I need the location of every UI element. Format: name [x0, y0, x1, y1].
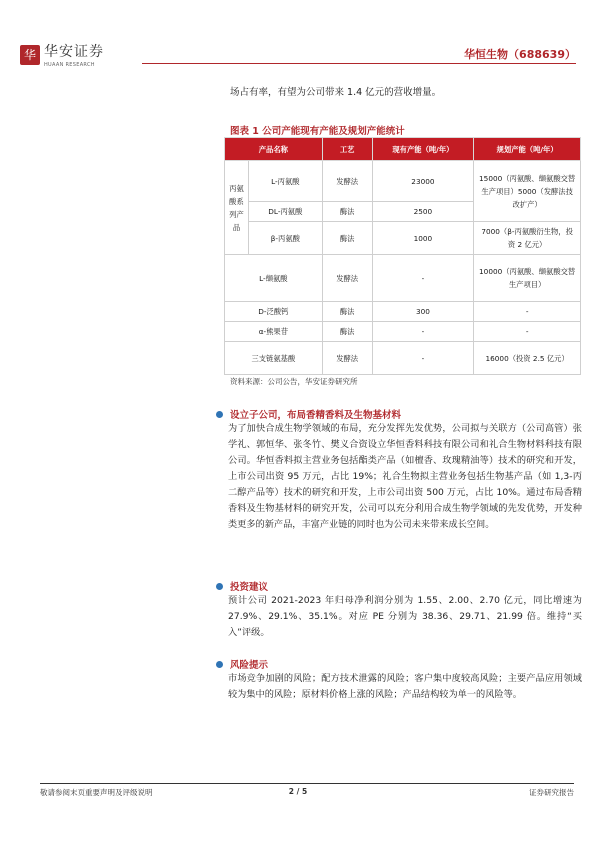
section-body-risk: 市场竞争加剧的风险；配方技术泄露的风险；客户集中度较高风险；主要产品应用领域较为集中的风险；原材料价格上涨的风险；产品结构较为单一的风险等。 [228, 673, 582, 700]
footer-disclaimer: 敬请参阅末页重要声明及评级说明 [40, 788, 153, 797]
current-capacity-cell: - [372, 255, 474, 302]
planned-capacity-cell: - [474, 322, 581, 342]
section-body-investment: 预计公司 2021-2023 年归母净利润分别为 1.55、2.00、2.70 亿元，同比增速为 27.9%、29.1%、35.1%。对应 PE 分别为 38.36、29.71、21.99 倍。维持“买入”评级。 [228, 595, 582, 638]
table-title: 图表 1 公司产能现有产能及规划产能统计 [230, 126, 405, 137]
product-cell: D-泛酸钙 [225, 302, 323, 322]
process-cell: 发酵法 [322, 255, 372, 302]
current-capacity-cell: 2500 [372, 202, 474, 222]
page-number: 2 / 5 [288, 787, 308, 796]
bullet-dot-icon [216, 411, 223, 418]
planned-capacity-cell: 15000（丙氨酸、缬氨酸交替生产项目）5000（发酵法技改扩产） [474, 161, 581, 222]
table-row [225, 302, 581, 322]
current-capacity-cell: 1000 [372, 222, 474, 255]
planned-capacity-cell: - [474, 302, 581, 322]
bullet-dot-icon [216, 661, 223, 668]
table-source: 资料来源：公司公告，华安证券研究所 [230, 377, 358, 386]
col-header-product: 产品名称 [225, 138, 323, 161]
section-title-risk [216, 657, 268, 671]
process-cell: 酶法 [322, 322, 372, 342]
current-capacity-cell: - [372, 322, 474, 342]
bullet-dot-icon [216, 583, 223, 590]
process-cell: 发酵法 [322, 161, 372, 202]
report-company-title: 华恒生物（688639） [464, 48, 576, 61]
planned-capacity-cell: 16000（投资 2.5 亿元） [474, 342, 581, 375]
table-row [225, 322, 581, 342]
product-cell: β-丙氨酸 [248, 222, 322, 255]
product-cell: α-熊果苷 [225, 322, 323, 342]
product-cell: L-丙氨酸 [248, 161, 322, 202]
capacity-table [224, 137, 581, 375]
logo-name: 华安证券 [44, 44, 104, 60]
table-row [225, 342, 581, 375]
header-divider [142, 63, 576, 64]
planned-capacity-cell: 10000（丙氨酸、缬氨酸交替生产项目） [474, 255, 581, 302]
current-capacity-cell: 300 [372, 302, 474, 322]
current-capacity-cell: 23000 [372, 161, 474, 202]
table-row [225, 255, 581, 302]
section-title-subsidiary [216, 407, 401, 421]
planned-capacity-cell: 7000（β-丙氨酸衍生物，投资 2 亿元） [474, 222, 581, 255]
logo-seal: 华 [20, 45, 40, 65]
footer-divider [40, 783, 574, 784]
current-capacity-cell: - [372, 342, 474, 375]
section-body-subsidiary: 为了加快合成生物学领域的布局，充分发挥先发优势，公司拟与关联方（公司高管）张学礼、郭恒华、张冬竹、樊义合资设立华恒香料科技有限公司和礼合生物材料科技有限公司。华恒香料拟主营业务包括酯类产品（如檀香、玫瑰精油等）技术的研究和开发，上市公司出资 95 万元，占比 19%；礼合生物拟主营业务包括生物基产品（如 1,3-丙二醇产品等）技术的研究和开发，上市公司出资 500 万元，占比 10%。通过布局香精香料及生物基材料的研究开发，公司可以充分利用合成生物学领域的先发优势，开发种类更多的新产品，丰富产业链的同时也为公司未来带来成长空间。 [228, 423, 582, 530]
process-cell: 酶法 [322, 202, 372, 222]
col-header-process: 工艺 [322, 138, 372, 161]
table-row [225, 222, 581, 255]
group-cell: 丙氨酸系列产品 [225, 161, 249, 255]
footer-report-type: 证券研究报告 [529, 788, 574, 797]
section-title-text: 风险提示 [230, 660, 269, 671]
logo-english: HUAAN RESEARCH [44, 62, 95, 68]
process-cell: 酶法 [322, 222, 372, 255]
section-title-text: 设立子公司，布局香精香料及生物基材料 [230, 410, 402, 421]
product-cell: DL-丙氨酸 [248, 202, 322, 222]
section-title-text: 投资建议 [230, 582, 269, 593]
process-cell: 发酵法 [322, 342, 372, 375]
table-row [225, 161, 581, 202]
intro-text: 场占有率，有望为公司带来 1.4 亿元的营收增量。 [230, 87, 442, 98]
section-title-investment [216, 579, 268, 593]
process-cell: 酶法 [322, 302, 372, 322]
product-cell: L-缬氨酸 [225, 255, 323, 302]
col-header-current: 现有产能（吨/年） [372, 138, 474, 161]
table-header-row [225, 138, 581, 161]
col-header-plan: 规划产能（吨/年） [474, 138, 581, 161]
product-cell: 三支链氨基酸 [225, 342, 323, 375]
company-logo [20, 44, 104, 68]
